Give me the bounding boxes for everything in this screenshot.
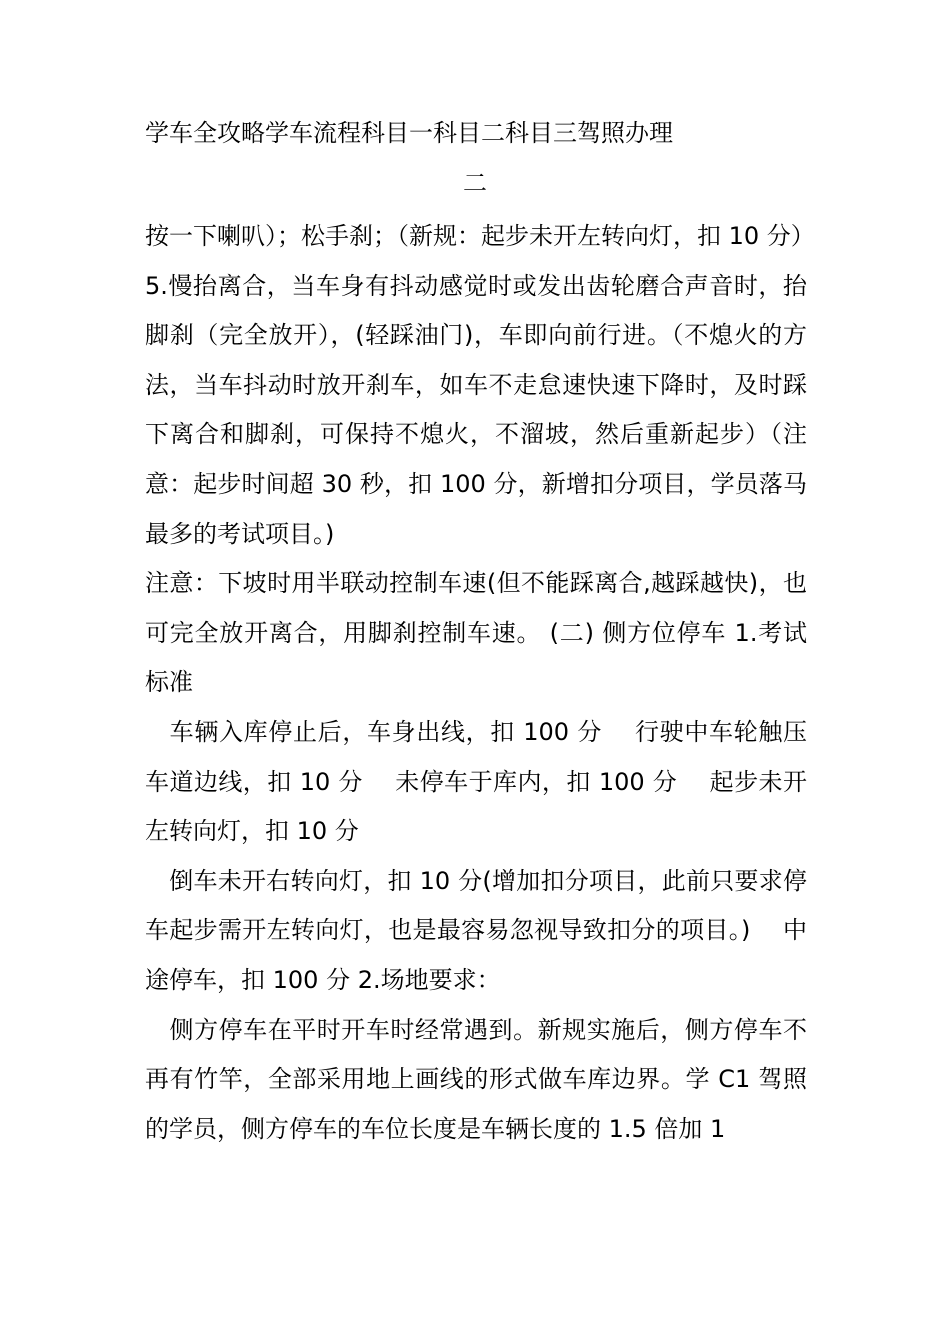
section-number: 二 (463, 169, 487, 197)
document-body (145, 212, 815, 1154)
paragraph: 按一下喇叭）；松手刹；（新规：起步未开左转向灯，扣 10 分） (145, 222, 815, 250)
paragraph: 注意：下坡时用半联动控制车速(但不能踩离合,越踩越快)，也可完全放开离合，用脚刹控制车速。 (二) 侧方位停车 1.考试标准 (145, 569, 807, 697)
document-title: 学车全攻略学车流程科目一科目二科目三驾照办理 (145, 119, 673, 147)
paragraph: 倒车未开右转向灯，扣 10 分(增加扣分项目，此前只要求停车起步需开左转向灯，也是最容易忽视导致扣分的项目。) 中途停车，扣 100 分 2.场地要求： (145, 866, 807, 994)
paragraph: 5.慢抬离合，当车身有抖动感觉时或发出齿轮磨合声音时，抬脚刹（完全放开），(轻踩油门)，车即向前行进。（不熄火的方法，当车抖动时放开刹车，如车不走怠速快速下降时，及时踩下离合和脚刹，可保持不熄火，不溜坡，然后重新起步）（注意：起步时间超 30 秒，扣 100 分，新增扣分项目，学员落马最多的考试项目。) (145, 271, 807, 548)
paragraph: 车辆入库停止后，车身出线，扣 100 分 行驶中车轮触压车道边线，扣 10 分 未停车于库内，扣 100 分 起步未开左转向灯，扣 10 分 (145, 717, 807, 846)
paragraph: 侧方停车在平时开车时经常遇到。新规实施后，侧方停车不再有竹竿，全部采用地上画线的形式做车库边界。学 C1 驾照的学员，侧方停车的车位长度是车辆长度的 1.5 倍加 1 (145, 1015, 807, 1143)
